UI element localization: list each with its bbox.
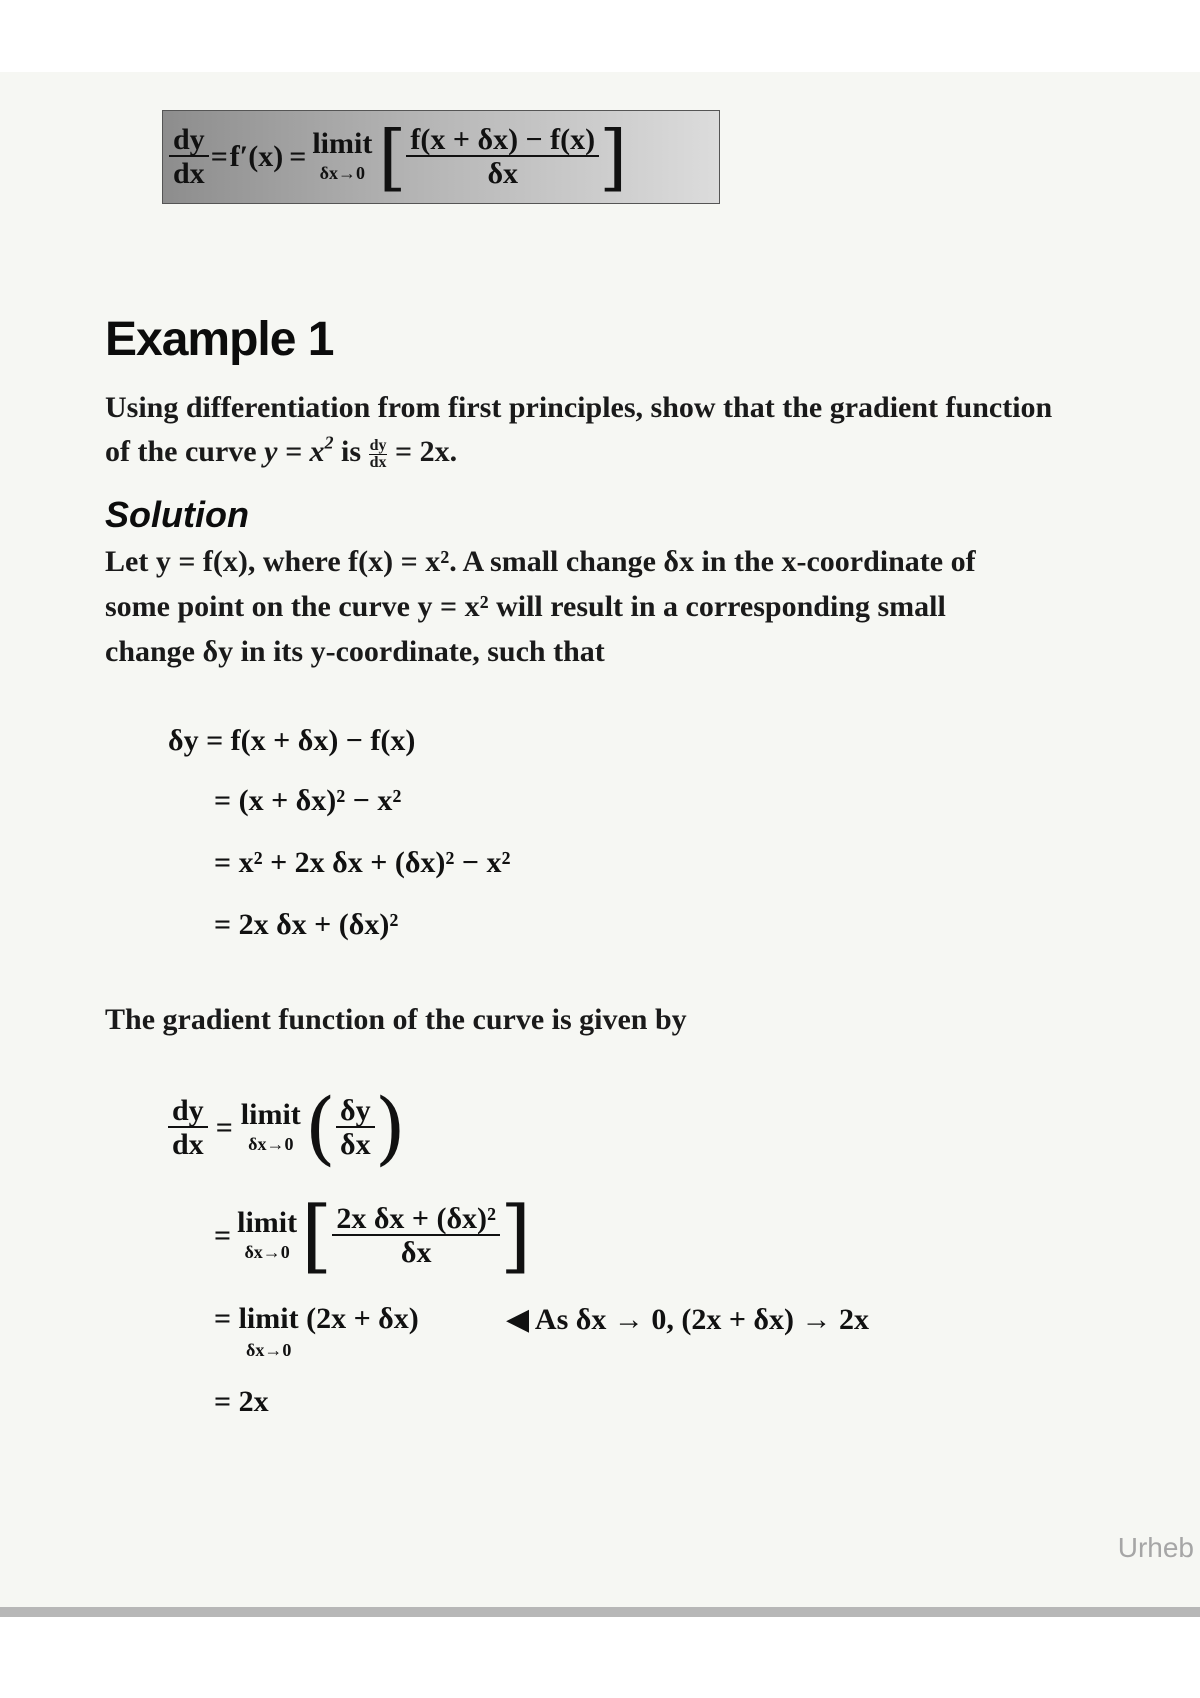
left-bracket: [ — [301, 1189, 333, 1282]
problem-line-1: Using differentiation from first principles, show that the gradient function — [105, 391, 1053, 424]
curve-base: y = x — [264, 435, 325, 468]
solution-line-3: change δy in its y-coordinate, such that — [105, 635, 605, 668]
limit-note: ◀ As δx → 0, (2x + δx) → 2x — [506, 1303, 869, 1336]
gradient-step-2 — [214, 1189, 532, 1282]
limit-word: limit — [240, 1098, 301, 1132]
step3-limit-subscript: δx→0 — [246, 1340, 292, 1360]
f-prime: f′(x) — [229, 140, 284, 173]
curve-equation — [264, 432, 334, 468]
limit-operator — [237, 1208, 297, 1264]
limit-operator — [312, 129, 372, 185]
problem-line-2-pre: of the curve — [105, 435, 257, 468]
equals-sign: = — [214, 1219, 232, 1252]
derivation-line-4: = 2x δx + (δx)² — [214, 908, 399, 941]
gradient-intro: The gradient function of the curve is given by — [105, 1003, 687, 1036]
example-heading: Example 1 — [105, 313, 334, 366]
derivation-line-1: δy = f(x + δx) − f(x) — [168, 724, 416, 757]
difference-numerator: f(x + δx) − f(x) — [406, 124, 599, 158]
right-bracket: ] — [500, 1189, 532, 1282]
curve-exponent: 2 — [324, 432, 334, 453]
gradient-result: = 2x — [214, 1385, 269, 1418]
right-bracket: ] — [599, 115, 628, 199]
delta-y: δy — [336, 1095, 375, 1129]
gradient-step-3: = limit (2x + δx) — [214, 1302, 419, 1335]
problem-result: = 2x. — [394, 435, 458, 468]
limit-word: limit — [237, 1206, 298, 1240]
solution-line-2: some point on the curve y = x² will result in a corresponding small — [105, 590, 946, 623]
left-bracket: [ — [378, 115, 407, 199]
derivative-definition-box — [162, 110, 720, 204]
dx-den: dx — [173, 157, 205, 191]
inline-dx: dx — [369, 453, 387, 471]
delta-x: δx — [340, 1128, 371, 1162]
equals-sign: = — [215, 1111, 233, 1144]
page-bottom-bar — [0, 1607, 1200, 1617]
inline-dy-dx — [369, 438, 388, 471]
limit-operator — [241, 1100, 301, 1156]
solution-heading: Solution — [105, 494, 249, 535]
dy-num: dy — [168, 1095, 208, 1129]
step2-numerator: 2x δx + (δx)² — [332, 1203, 500, 1237]
limit-word: limit — [312, 127, 373, 161]
gradient-step-1 — [168, 1081, 406, 1174]
inline-dy: dy — [369, 436, 387, 454]
dy-num: dy — [169, 124, 209, 158]
difference-quotient — [406, 124, 599, 191]
document-page — [0, 72, 1200, 1607]
solution-line-1: Let y = f(x), where f(x) = x². A small change δx in the x-coordinate of — [105, 545, 976, 578]
dx-den: dx — [172, 1128, 204, 1162]
is-word: is — [341, 435, 362, 468]
dy-over-dx — [336, 1095, 375, 1162]
equals-sign: = — [210, 140, 228, 173]
right-paren: ) — [374, 1081, 406, 1174]
limit-subscript: δx→0 — [244, 1242, 290, 1263]
left-paren: ( — [304, 1081, 337, 1174]
limit-subscript: δx→0 — [319, 163, 365, 184]
step2-fraction — [332, 1203, 500, 1270]
problem-line-2 — [105, 430, 457, 474]
limit-subscript: δx→0 — [248, 1134, 294, 1155]
derivation-line-2: = (x + δx)² − x² — [214, 784, 402, 817]
derivation-line-3: = x² + 2x δx + (δx)² − x² — [214, 846, 511, 879]
dy-dx-fraction — [168, 1095, 208, 1162]
equals-sign: = — [289, 140, 307, 173]
difference-denominator: δx — [487, 157, 519, 191]
watermark: Urheb — [1117, 1532, 1194, 1563]
dy-dx-fraction — [169, 124, 209, 191]
step2-denominator: δx — [400, 1236, 432, 1270]
